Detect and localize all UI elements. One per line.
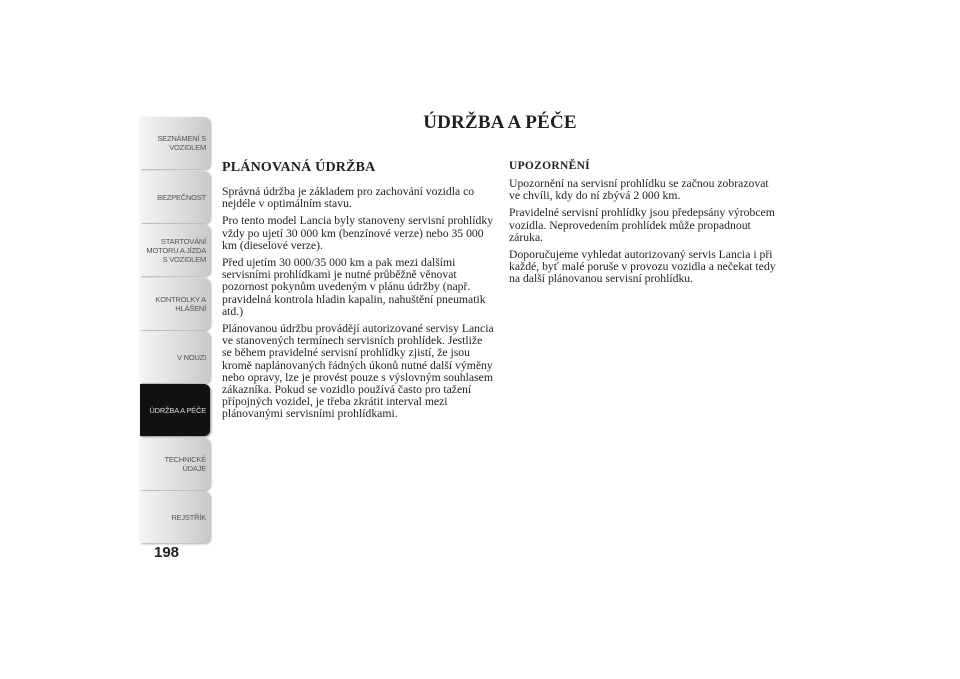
tab-startovani-motoru[interactable] (140, 224, 210, 276)
paragraph: Plánovanou údržbu provádějí autorizované servisy Lancia ve stanovených termínech servisních prohlídek. Jestliže se během pravidelné servisní prohlídky zjistí, že jsou kromě naplánovaných řádných úkonů nutné další výměny nebo opravy, lze je provést pouze s výslovným souhlasem zákazníka. Pokud se vozidlo používá často pro tažení přípojných vozidel, je třeba zkrátit interval mezi plánovanými servisními prohlídkami. (222, 322, 494, 421)
paragraph: Pro tento model Lancia byly stanoveny servisní prohlídky vždy po ujetí 30 000 km (benzínové verze) nebo 35 000 km (dieselové verze). (222, 214, 494, 252)
paragraph: Pravidelné servisní prohlídky jsou předepsány výrobcem vozidla. Neprovedením prohlídek může propadnout záruka. (509, 206, 775, 244)
tab-label: SEZNÁMENÍ S VOZIDLEM (157, 134, 206, 152)
tab-bezpecnost[interactable] (140, 171, 210, 223)
tab-v-nouzi[interactable] (140, 331, 210, 383)
tab-label: STARTOVÁNÍ MOTORU A JÍZDA S VOZIDLEM (146, 236, 206, 264)
paragraph: Správná údržba je základem pro zachování vozidla co nejdéle v optimálním stavu. (222, 185, 475, 211)
paragraph: Doporučujeme vyhledat autorizovaný servis Lancia i při každé, byť malé poruše v provozu vozidla a nečekat tedy na další plánovanou servisní prohlídku. (509, 248, 776, 286)
warning-heading: UPOZORNĚNÍ (509, 160, 590, 172)
tab-technicke-udaje[interactable] (140, 438, 210, 490)
tab-seznameni-s-vozidlem[interactable] (140, 117, 210, 169)
tab-label: KONTROLKY A HLÁŠENÍ (155, 295, 206, 313)
tab-label: ÚDRŽBA A PÉČE (149, 405, 206, 415)
tab-kontrolky-a-hlaseni[interactable] (140, 278, 210, 330)
paragraph: Upozornění na servisní prohlídku se začnou zobrazovat ve chvíli, kdy do ní zbývá 2 000 km. (509, 177, 769, 203)
page-number: 198 (154, 544, 180, 561)
tab-udrzba-a-pece[interactable] (140, 384, 210, 436)
tab-label: BEZPEČNOST (157, 192, 206, 202)
tab-label: TECHNICKÉ ÚDAJE (164, 455, 206, 473)
tab-label: REJSTŘÍK (171, 512, 206, 522)
warning-box (509, 160, 777, 291)
tab-rejstrik[interactable] (140, 491, 210, 543)
left-column (222, 160, 494, 426)
tab-label: V NOUZI (176, 352, 206, 362)
section-heading: PLÁNOVANÁ ÚDRŽBA (222, 160, 376, 175)
chapter-title: ÚDRŽBA A PÉČE (423, 112, 577, 133)
paragraph: Před ujetím 30 000/35 000 km a pak mezi dalšími servisními prohlídkami je nutné průběžně věnovat pozornost pokynům uvedeným v plánu údržby (např. pravidelná kontrola hladin kapalin, nahuštění pneumatik atd.) (222, 256, 486, 318)
